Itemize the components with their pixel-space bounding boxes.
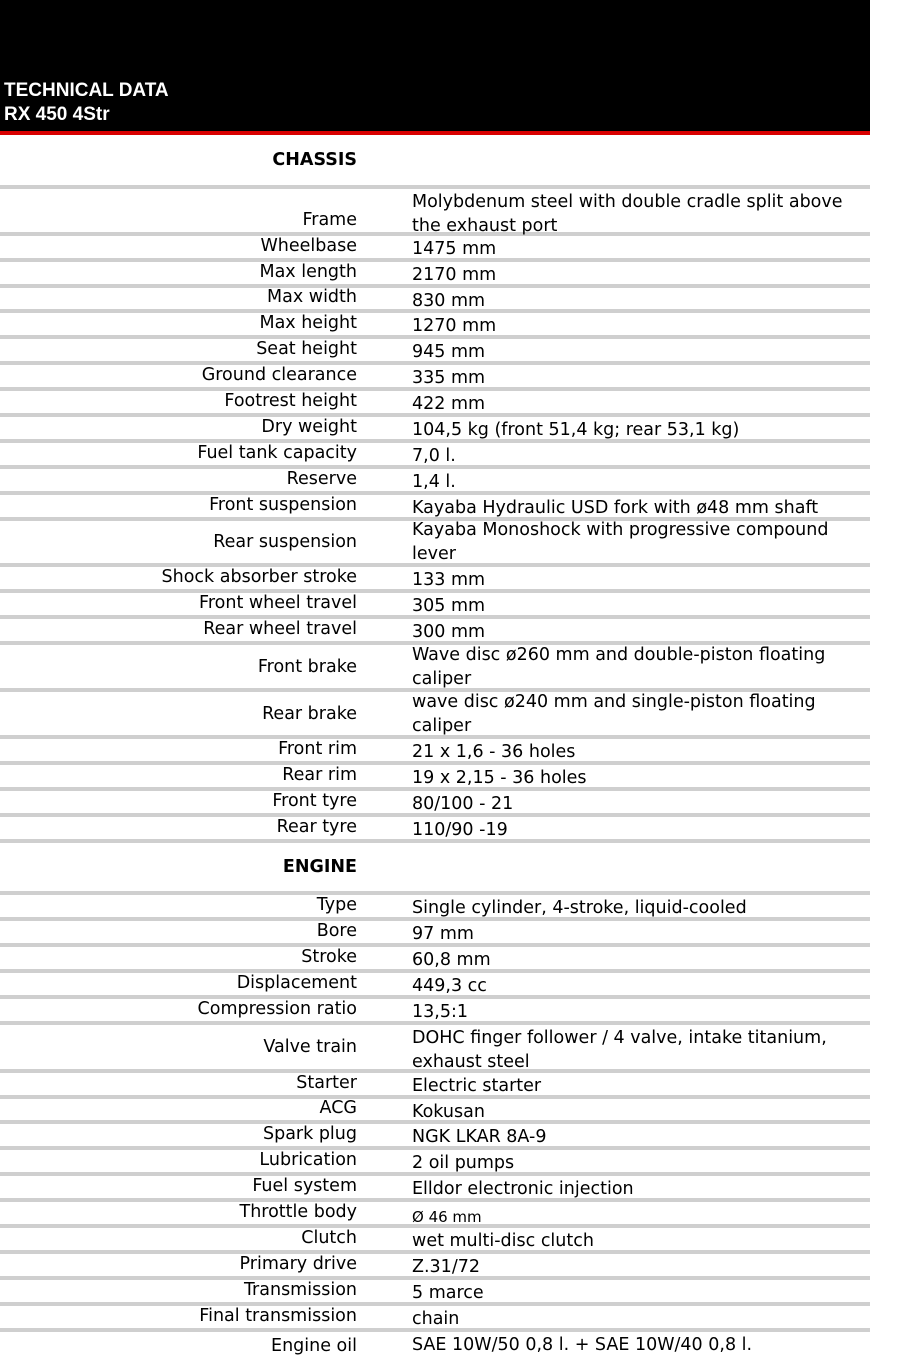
spec-label: Max length — [259, 262, 357, 282]
spec-label: Shock absorber stroke — [161, 567, 357, 587]
spec-label: Stroke — [301, 947, 357, 967]
spec-label: Throttle body — [239, 1202, 357, 1222]
spec-value: chain — [412, 1309, 460, 1329]
spec-row — [0, 921, 870, 947]
spec-value: Ø 46 mm — [412, 1208, 482, 1226]
spec-value: 830 mm — [412, 291, 486, 311]
spec-row — [0, 999, 870, 1025]
spec-row — [0, 1176, 870, 1202]
spec-value: 1475 mm — [412, 239, 497, 259]
spec-row — [0, 1150, 870, 1176]
spec-label: Clutch — [301, 1228, 357, 1248]
spec-value: DOHC finger follower / 4 valve, intake titanium, exhaust steel — [412, 1028, 827, 1072]
spec-row — [0, 262, 870, 288]
spec-label: Starter — [296, 1073, 357, 1093]
spec-value: Kayaba Hydraulic USD fork with ø48 mm shaft — [412, 498, 819, 518]
spec-label: Max width — [267, 287, 357, 307]
spec-row — [0, 947, 870, 973]
spec-value: Single cylinder, 4-stroke, liquid-cooled — [412, 898, 747, 918]
spec-value: 80/100 - 21 — [412, 794, 514, 814]
spec-row — [0, 692, 870, 739]
spec-row — [0, 365, 870, 391]
spec-row — [0, 1228, 870, 1254]
spec-value: Molybdenum steel with double cradle split above the exhaust port — [412, 192, 843, 236]
spec-label: ACG — [319, 1098, 357, 1118]
spec-row — [0, 339, 870, 365]
spec-label: Primary drive — [239, 1254, 357, 1274]
spec-table — [0, 135, 870, 1358]
spec-label: Wheelbase — [260, 236, 357, 256]
spec-label: Rear suspension — [213, 532, 357, 552]
header-title: TECHNICAL DATA — [4, 80, 169, 101]
spec-row — [0, 417, 870, 443]
spec-value: 335 mm — [412, 368, 486, 388]
spec-label: Displacement — [236, 973, 357, 993]
spec-row — [0, 973, 870, 999]
spec-row — [0, 1073, 870, 1099]
spec-value: wave disc ø240 mm and single-piston floating caliper — [412, 691, 816, 736]
spec-value: Kayaba Monoshock with progressive compound lever — [412, 520, 829, 564]
spec-row — [0, 567, 870, 593]
spec-row — [0, 1254, 870, 1280]
spec-row — [0, 469, 870, 495]
spec-label: Spark plug — [262, 1124, 357, 1144]
spec-value: 19 x 2,15 - 36 holes — [412, 768, 587, 788]
spec-label: Valve train — [263, 1037, 357, 1057]
spec-value: 60,8 mm — [412, 950, 491, 970]
spec-value: Kokusan — [412, 1102, 485, 1122]
spec-label: Engine oil — [271, 1336, 357, 1356]
spec-label: Ground clearance — [201, 365, 357, 385]
spec-row — [0, 739, 870, 765]
spec-value: 13,5:1 — [412, 1002, 468, 1022]
spec-label: Reserve — [286, 469, 357, 489]
header-banner — [0, 0, 870, 135]
spec-label: Front wheel travel — [199, 593, 357, 613]
spec-row — [0, 1202, 870, 1228]
spec-label: Lubrication — [259, 1150, 357, 1170]
spec-value: 21 x 1,6 - 36 holes — [412, 742, 576, 762]
section-header-engine — [0, 843, 870, 895]
spec-row — [0, 1280, 870, 1306]
spec-label: Final transmission — [199, 1306, 357, 1326]
spec-row — [0, 1025, 870, 1073]
spec-row — [0, 391, 870, 417]
spec-label: Frame — [302, 210, 357, 230]
spec-value: Wave disc ø260 mm and double-piston floating caliper — [412, 644, 826, 689]
section-title: CHASSIS — [272, 150, 357, 170]
spec-label: Transmission — [243, 1280, 357, 1300]
section-title: ENGINE — [282, 857, 357, 877]
spec-value: SAE 10W/50 0,8 l. + SAE 10W/40 0,8 l. — [412, 1335, 753, 1355]
spec-label: Rear tyre — [276, 817, 357, 837]
spec-label: Dry weight — [261, 417, 357, 437]
spec-value: wet multi-disc clutch — [412, 1231, 594, 1251]
spec-value: 300 mm — [412, 622, 486, 642]
spec-row — [0, 593, 870, 619]
spec-label: Fuel system — [252, 1176, 357, 1196]
spec-row — [0, 765, 870, 791]
spec-value: 2170 mm — [412, 265, 497, 285]
spec-value: Electric starter — [412, 1076, 542, 1096]
spec-row — [0, 817, 870, 843]
spec-row — [0, 1099, 870, 1124]
spec-value: 97 mm — [412, 924, 474, 944]
spec-value: 7,0 l. — [412, 446, 456, 466]
spec-row — [0, 521, 870, 567]
spec-label: Seat height — [256, 339, 357, 359]
spec-label: Front brake — [257, 657, 357, 677]
spec-value: 945 mm — [412, 342, 486, 362]
spec-label: Front tyre — [272, 791, 357, 811]
spec-label: Front suspension — [209, 495, 357, 515]
spec-row — [0, 1124, 870, 1150]
spec-value: 5 marce — [412, 1283, 484, 1303]
spec-value: Elldor electronic injection — [412, 1179, 634, 1199]
spec-value: Z.31/72 — [412, 1257, 480, 1277]
section-header-chassis — [0, 135, 870, 189]
header-model: RX 450 4Str — [4, 104, 110, 125]
spec-label: Bore — [316, 921, 357, 941]
spec-row — [0, 443, 870, 469]
spec-row — [0, 645, 870, 692]
spec-value: 110/90 -19 — [412, 820, 508, 840]
spec-label: Rear brake — [262, 704, 357, 724]
spec-label: Rear wheel travel — [203, 619, 357, 639]
spec-label: Max height — [259, 313, 357, 333]
spec-row — [0, 313, 870, 339]
spec-value: 1,4 l. — [412, 472, 456, 492]
spec-row — [0, 189, 870, 236]
spec-label: Fuel tank capacity — [197, 443, 357, 463]
spec-value: 2 oil pumps — [412, 1153, 515, 1173]
spec-value: 422 mm — [412, 394, 486, 414]
spec-value: 133 mm — [412, 570, 486, 590]
spec-row — [0, 619, 870, 645]
spec-row — [0, 288, 870, 313]
spec-row — [0, 236, 870, 262]
spec-value: 449,3 cc — [412, 976, 487, 996]
spec-row — [0, 791, 870, 817]
spec-label: Type — [316, 895, 357, 915]
spec-label: Footrest height — [224, 391, 357, 411]
spec-label: Compression ratio — [197, 999, 357, 1019]
spec-row — [0, 1306, 870, 1332]
spec-label: Rear rim — [282, 765, 357, 785]
spec-value: NGK LKAR 8A-9 — [412, 1127, 547, 1147]
spec-value: 104,5 kg (front 51,4 kg; rear 53,1 kg) — [412, 420, 740, 440]
spec-row — [0, 1332, 870, 1358]
spec-value: 305 mm — [412, 596, 486, 616]
spec-value: 1270 mm — [412, 316, 497, 336]
spec-row — [0, 895, 870, 921]
spec-label: Front rim — [278, 739, 357, 759]
